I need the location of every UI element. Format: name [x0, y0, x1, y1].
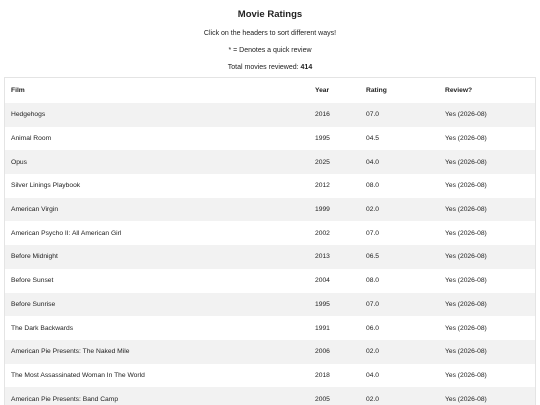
- review-cell: Yes (2026-08): [445, 395, 487, 403]
- ratings-table-container: [4, 77, 536, 405]
- review-cell: Yes (2026-08): [445, 158, 487, 166]
- table-row: [5, 245, 535, 269]
- review-cell: Yes (2026-08): [445, 324, 487, 332]
- review-cell: Yes (2026-08): [445, 206, 487, 214]
- table-row: [5, 221, 535, 245]
- film-column-header[interactable]: Film: [5, 78, 309, 103]
- review-cell: Yes (2026-08): [445, 348, 487, 356]
- rating-cell: 02.0: [366, 206, 380, 214]
- rating-column-header[interactable]: Rating: [360, 78, 439, 103]
- review-cell: Yes (2026-08): [445, 135, 487, 143]
- year-cell: 2004: [315, 277, 330, 285]
- film-cell: Animal Room: [11, 135, 52, 143]
- film-cell: American Virgin: [11, 206, 59, 214]
- table-row: [5, 198, 535, 222]
- header-row: [5, 78, 535, 103]
- rating-cell: 07.0: [366, 300, 380, 308]
- film-cell: Before Sunrise: [11, 300, 56, 308]
- review-cell: Yes (2026-08): [445, 182, 487, 190]
- table-row: [5, 127, 535, 151]
- rating-cell: 07.0: [366, 111, 380, 119]
- year-cell: 1995: [315, 135, 330, 143]
- rating-cell: 04.5: [366, 135, 380, 143]
- quick-review-legend: * = Denotes a quick review: [228, 47, 312, 54]
- table-row: [5, 316, 535, 340]
- film-cell: Hedgehogs: [11, 111, 46, 119]
- total-reviewed-count: 414: [300, 64, 313, 71]
- table-row: [5, 269, 535, 293]
- year-cell: 1991: [315, 324, 330, 332]
- table-header: [5, 78, 535, 103]
- film-cell: American Psycho II: All American Girl: [11, 229, 122, 237]
- page-title: Movie Ratings: [237, 9, 303, 20]
- rating-cell: 04.0: [366, 158, 380, 166]
- rating-cell: 08.0: [366, 182, 380, 190]
- year-cell: 2002: [315, 229, 330, 237]
- rating-cell: 08.0: [366, 277, 380, 285]
- table-row: [5, 103, 535, 127]
- review-column-header[interactable]: Review?: [439, 78, 535, 103]
- year-cell: 2012: [315, 182, 330, 190]
- review-cell: Yes (2026-08): [445, 300, 487, 308]
- film-cell: Opus: [11, 158, 27, 166]
- film-cell: American Pie Presents: The Naked Mile: [11, 348, 130, 356]
- table-row: [5, 174, 535, 198]
- year-cell: 2018: [315, 371, 330, 379]
- film-cell: Silver Linings Playbook: [11, 182, 81, 190]
- review-cell: Yes (2026-08): [445, 371, 487, 379]
- year-cell: 2013: [315, 253, 330, 261]
- film-cell: Before Midnight: [11, 253, 58, 261]
- year-cell: 2006: [315, 348, 330, 356]
- rating-cell: 06.0: [366, 324, 380, 332]
- rating-cell: 07.0: [366, 229, 380, 237]
- film-cell: Before Sunset: [11, 277, 54, 285]
- page-header: [0, 0, 540, 73]
- year-cell: 2016: [315, 111, 330, 119]
- year-cell: 1995: [315, 300, 330, 308]
- year-column-header[interactable]: Year: [309, 78, 360, 103]
- table-row: [5, 150, 535, 174]
- review-cell: Yes (2026-08): [445, 111, 487, 119]
- year-cell: 1999: [315, 206, 330, 214]
- table-row: [5, 293, 535, 317]
- table-row: [5, 387, 535, 405]
- year-cell: 2025: [315, 158, 330, 166]
- page-subtitle: Click on the headers to sort different ways!: [203, 30, 337, 37]
- review-cell: Yes (2026-08): [445, 253, 487, 261]
- ratings-table: [5, 78, 535, 405]
- total-reviewed-label: Total movies reviewed:: [227, 64, 299, 71]
- review-cell: Yes (2026-08): [445, 229, 487, 237]
- table-body: [5, 103, 535, 405]
- film-cell: The Dark Backwards: [11, 324, 74, 332]
- film-cell: The Most Assassinated Woman In The World: [11, 371, 145, 379]
- rating-cell: 04.0: [366, 371, 380, 379]
- rating-cell: 02.0: [366, 348, 380, 356]
- rating-cell: 06.5: [366, 253, 380, 261]
- total-reviewed: [0, 63, 540, 73]
- table-row: [5, 340, 535, 364]
- year-cell: 2005: [315, 395, 330, 403]
- review-cell: Yes (2026-08): [445, 277, 487, 285]
- rating-cell: 02.0: [366, 395, 380, 403]
- film-cell: American Pie Presents: Band Camp: [11, 395, 119, 403]
- table-row: [5, 364, 535, 388]
